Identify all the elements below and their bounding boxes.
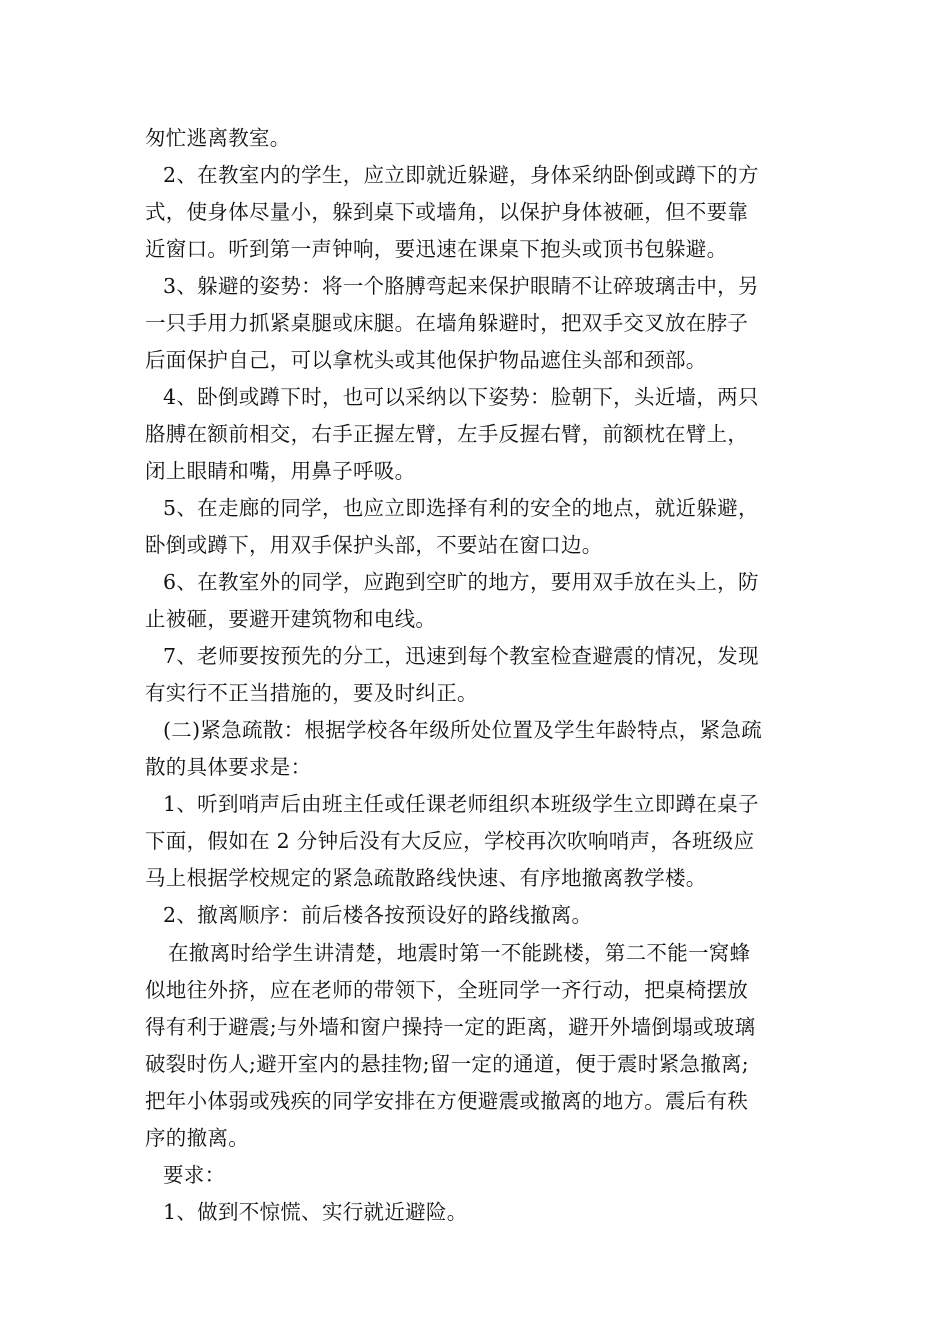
text-line: 序的撤离。 [145, 1126, 249, 1150]
text-line: 近窗口。听到第一声钟响，要迅速在课桌下抱头或顶书包躲避。 [145, 237, 728, 261]
text-line: 1、做到不惊慌、实行就近避险。 [163, 1200, 468, 1224]
text-line: 闭上眼睛和嘴，用鼻子呼吸。 [145, 459, 416, 483]
text-line: 3、躲避的姿势：将一个胳膊弯起来保护眼睛不让碎玻璃击中，另 [163, 274, 759, 298]
text-line: 匆忙逃离教室。 [145, 126, 291, 150]
text-line: 后面保护自己，可以拿枕头或其他保护物品遮住头部和颈部。 [145, 348, 707, 372]
text-line: 止被砸，要避开建筑物和电线。 [145, 607, 437, 631]
text-line: 破裂时伤人;避开室内的悬挂物;留一定的通道，便于震时紧急撤离; [145, 1052, 750, 1076]
text-line: 把年小体弱或残疾的同学安排在方便避震或撤离的地方。震后有秩 [145, 1089, 749, 1113]
text-line: 5、在走廊的同学，也应立即选择有利的安全的地点，就近躲避， [163, 496, 759, 520]
text-line: 1、听到哨声后由班主任或任课老师组织本班级学生立即蹲在桌子 [163, 792, 759, 816]
text-line: 胳膊在额前相交，右手正握左臂，左手反握右臂，前额枕在臂上， [145, 422, 749, 446]
text-line: 下面，假如在 2 分钟后没有大反应，学校再次吹响哨声，各班级应 [145, 829, 755, 853]
text-line: 式，使身体尽量小，躲到桌下或墙角，以保护身体被砸，但不要靠 [145, 200, 749, 224]
text-line: 有实行不正当措施的，要及时纠正。 [145, 681, 478, 705]
text-line: 2、撤离顺序：前后楼各按预设好的路线撤离。 [163, 903, 593, 927]
text-line: 散的具体要求是： [145, 755, 312, 779]
text-line: 7、老师要按预先的分工，迅速到每个教室检查避震的情况，发现 [163, 644, 759, 668]
text-line: 得有利于避震;与外墙和窗户操持一定的距离，避开外墙倒塌或玻璃 [145, 1015, 756, 1039]
text-line: 似地往外挤，应在老师的带领下，全班同学一齐行动，把桌椅摆放 [145, 978, 749, 1002]
text-line: 4、卧倒或蹲下时，也可以采纳以下姿势：脸朝下，头近墙，两只 [163, 385, 759, 409]
text-line: 6、在教室外的同学，应跑到空旷的地方，要用双手放在头上，防 [163, 570, 759, 594]
text-line: 马上根据学校规定的紧急疏散路线快速、有序地撤离教学楼。 [145, 866, 707, 890]
text-line: 在撤离时给学生讲清楚，地震时第一不能跳楼，第二不能一窝蜂 [168, 941, 751, 965]
text-line: (二)紧急疏散：根据学校各年级所处位置及学生年龄特点，紧急疏 [163, 718, 762, 742]
text-line: 一只手用力抓紧桌腿或床腿。在墙角躲避时，把双手交叉放在脖子 [145, 311, 749, 335]
text-line: 要求： [163, 1163, 226, 1187]
text-line: 2、在教室内的学生，应立即就近躲避，身体采纳卧倒或蹲下的方 [163, 163, 759, 187]
text-line: 卧倒或蹲下，用双手保护头部，不要站在窗口边。 [145, 533, 603, 557]
